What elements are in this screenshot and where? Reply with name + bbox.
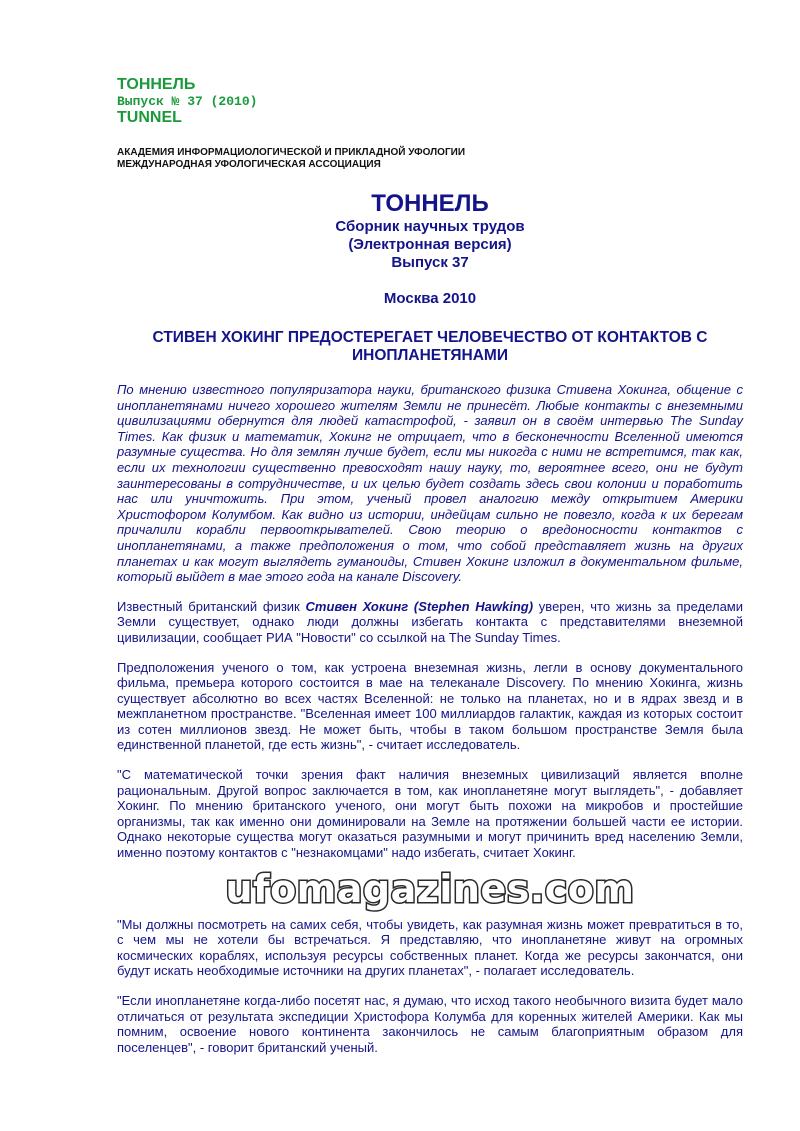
- edition-type: (Электронная версия): [348, 236, 512, 253]
- collection-subtitle: Сборник научных трудов: [335, 218, 525, 235]
- collection-title: ТОННЕЛЬ: [371, 190, 489, 217]
- watermark-band: [117, 867, 743, 911]
- article-title: [110, 329, 750, 365]
- issue-number: Выпуск 37: [391, 254, 469, 271]
- paragraph-1-intro: Известный британский физик: [117, 598, 306, 614]
- city-year: Москва 2010: [383, 290, 477, 307]
- paragraph-5: "Если инопланетяне когда-либо посетят нас, я думаю, что исход такого необычного визита будет мало отличаться от результата экспедиции Христофора Колумба для коренных жителей Америки. Как мы помним, освоение нового континента закончилось не самым благоприятным образом для поселенцев", - говорит британский ученый.: [117, 993, 743, 1055]
- paragraph-3: "С математической точки зрения факт наличия внеземных цивилизаций является вполне рациональным. Другой вопрос заключается в том, как инопланетяне могут выглядеть", - добавляет Хокинг. По мнению британского ученого, они могут быть похожи на микробов и простейшие организмы, так как именно они доминировали на Земле на протяжении большей части ее истории. Однако некоторые существа могут оказаться разумными и могут причинить вред населению Земли, именно поэтому контактов с "незнакомцами" надо избегать, считает Хокинг.: [117, 767, 743, 861]
- article-title-line-1: СТИВЕН ХОКИНГ ПРЕДОСТЕРЕГАЕТ ЧЕЛОВЕЧЕСТВО ОТ КОНТАКТОВ С: [152, 329, 708, 346]
- paragraph-2: Предположения ученого о том, как устроена внеземная жизнь, легли в основу документального фильма, премьера которого состоится в мае на телеканале Discovery. По мнению Хокинга, жизнь существует абсолютно во всех частях Вселенной: не только на планетах, но и в ядрах звезд и в межпланетном пространстве. "Вселенная имеет 100 миллиардов галактик, каждая из которых состоит из сотен миллионов звезд. Не может быть, чтобы в таком большом пространстве Земля была единственной планетой, где есть жизнь", - считает исследователь.: [117, 659, 743, 753]
- paragraph-1-rest: уверен, что жизнь за пределами Земли существует, однако люди должны избегать контакта с представителями внеземной цивилизации, сообщает РИА "Новости" со ссылкой на The Sunday Times.: [117, 598, 743, 645]
- article-title-line-2: ИНОПЛАНЕТЯНАМИ: [352, 347, 508, 364]
- paragraph-1: [117, 599, 743, 646]
- journal-title-ru: ТОННЕЛЬ: [117, 76, 196, 93]
- article-lead: По мнению известного популяризатора науки, британского физика Стивена Хокинга, общение с инопланетянами ничего хорошего жителям Земли не принесёт. Любые контакты с внеземными цивилизациями обернутся для людей катастрофой, - заявил он в своём интервью The Sunday Times. Как физик и математик, Хокинг не отрицает, что в бесконечности Вселенной имеются разумные существа. Но для землян лучше будет, если мы никогда с ними не встретимся, так как, если их технологии существенно превосходят нашу науку, то, вероятнее всего, они не будут заинтересованы в сотрудничестве, и их целью будет создать здесь свои колонии и поработить нас или уничтожить. При этом, ученый провел аналогию между открытием Америки Христофором Колумбом. Как видно из истории, индейцам сильно не повезло, когда к их берегам причалили корабли первооткрывателей. Свою теорию о вредоносности контактов с инопланетянами, а также предположения о том, что собой представляет жизнь на других планетах и как могут выглядеть гуманоиды, Стивен Хокинг изложил в документальном фильме, который выйдет в мае этого года на канале Discovery.: [117, 382, 743, 585]
- academy-block: [117, 147, 743, 171]
- academy-line-2: МЕЖДУНАРОДНАЯ УФОЛОГИЧЕСКАЯ АССОЦИАЦИЯ: [117, 159, 381, 170]
- academy-line-1: АКАДЕМИЯ ИНФОРМАЦИОЛОГИЧЕСКОЙ И ПРИКЛАДНОЙ УФОЛОГИИ: [117, 147, 466, 158]
- hawking-name: Стивен Хокинг (Stephen Hawking): [305, 598, 534, 614]
- watermark: ufomagazines.com: [225, 866, 635, 911]
- journal-title-en: TUNNEL: [117, 109, 182, 126]
- journal-issue: Выпуск № 37 (2010): [117, 94, 258, 109]
- paragraph-4: "Мы должны посмотреть на самих себя, чтобы увидеть, как разумная жизнь может превратиться в то, с чем мы не хотели бы встречаться. Я представляю, что инопланетяне живут на огромных космических кораблях, используя ресурсы собственных планет. Когда же ресурсы закончатся, они будут искать необходимые источники на других планетах", - полагает исследователь.: [117, 916, 743, 979]
